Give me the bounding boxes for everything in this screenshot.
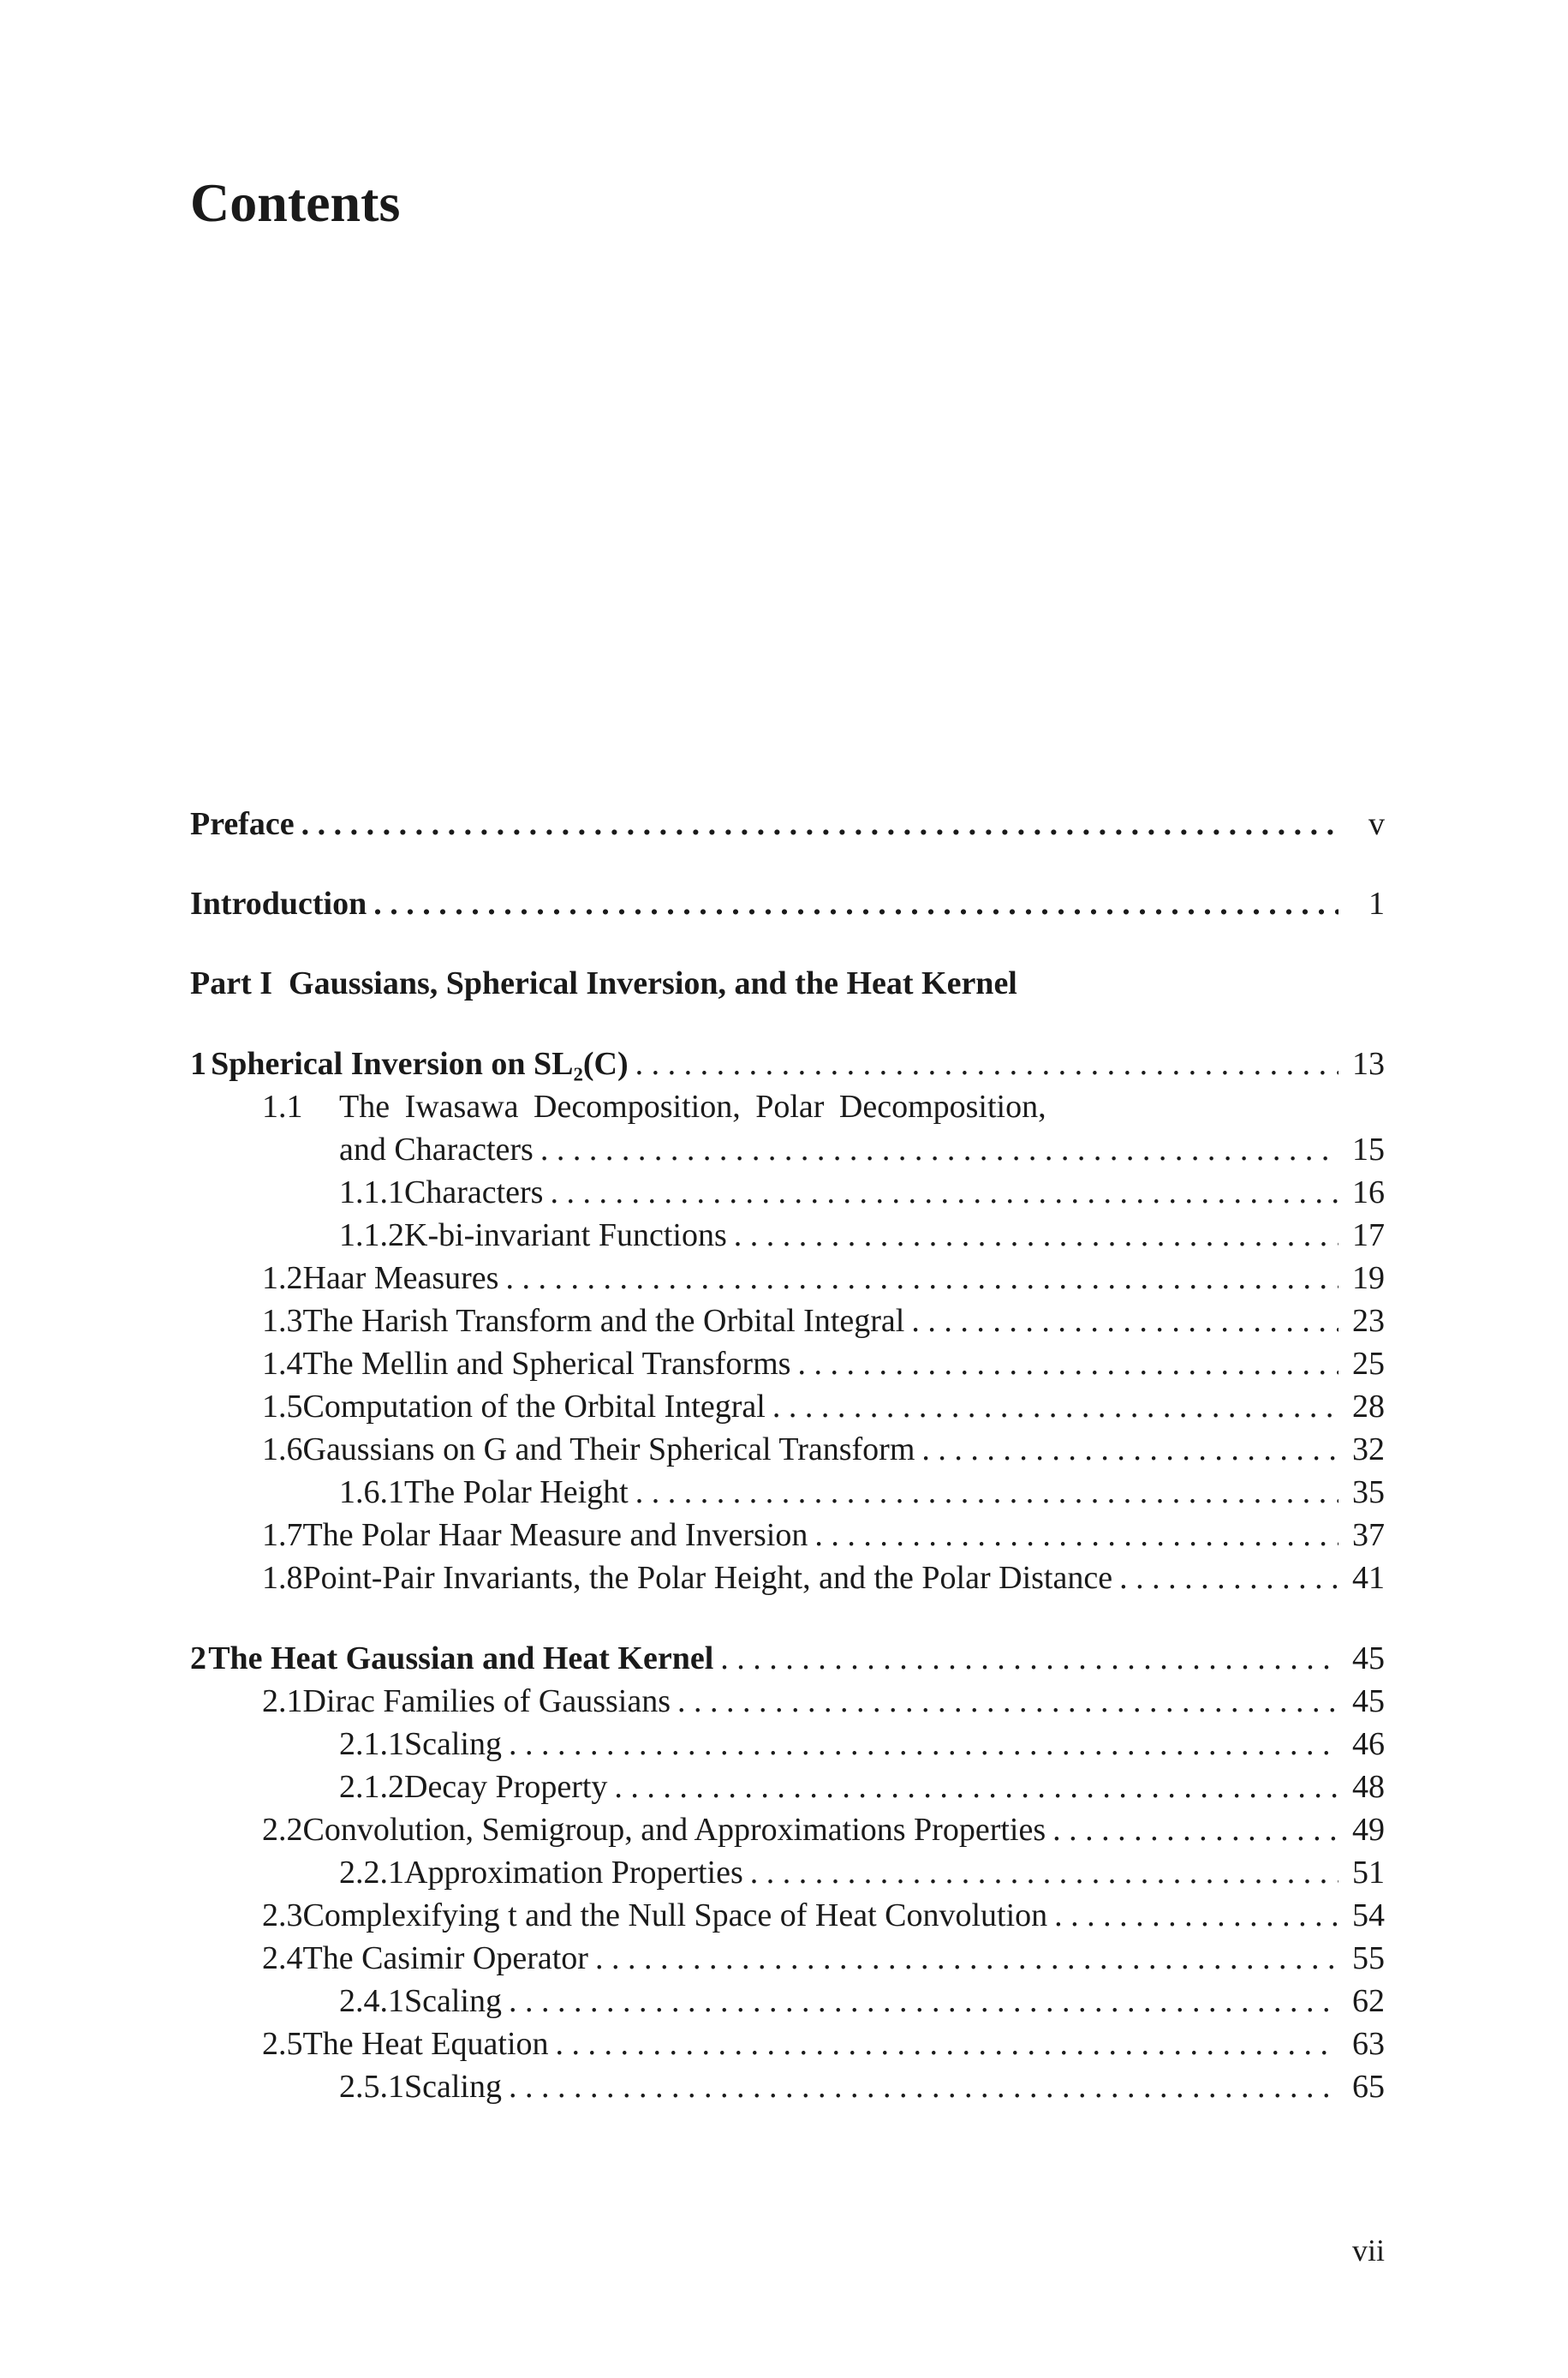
toc-label: The Casimir Operator	[302, 1940, 588, 1976]
toc-label: Gaussians on G and Their Spherical Transform	[302, 1431, 915, 1467]
leader-dots	[797, 1345, 1338, 1383]
toc-label: Haar Measures	[302, 1260, 499, 1296]
toc-label: Point-Pair Invariants, the Polar Height, and the Polar Distance	[302, 1560, 1113, 1596]
toc-label: The Heat Equation	[302, 2026, 549, 2062]
toc-page: 25	[1352, 1346, 1385, 1382]
leader-dots	[550, 1174, 1338, 1211]
toc-section-2-4[interactable]	[190, 1939, 1385, 1982]
toc-number: 2.1.1	[339, 1726, 404, 1762]
leader-dots	[814, 1516, 1338, 1554]
toc-label: Characters	[404, 1174, 544, 1210]
toc-label: The Polar Haar Measure and Inversion	[302, 1517, 808, 1553]
leader-dots	[505, 1259, 1338, 1297]
toc-page: 1	[1368, 886, 1385, 922]
toc-page: 16	[1352, 1174, 1385, 1210]
leader-dots	[614, 1768, 1338, 1806]
toc-number: 2.4	[262, 1940, 303, 1976]
toc-entry-preface[interactable]	[190, 805, 1385, 848]
toc-section-1-8[interactable]	[190, 1559, 1385, 1602]
toc-number: 1.6.1	[339, 1474, 404, 1510]
leader-dots	[373, 885, 1338, 923]
toc-label: The Iwasawa Decomposition, Polar Decomposition,	[339, 1089, 1046, 1125]
toc-label: Dirac Families of Gaussians	[302, 1683, 671, 1719]
leader-dots	[677, 1682, 1338, 1720]
toc-subsection-2-1-2[interactable]	[190, 1768, 1385, 1811]
toc-label: and Characters	[339, 1132, 534, 1168]
toc-page: 45	[1352, 1640, 1385, 1676]
toc-number: 2.2.1	[339, 1855, 404, 1891]
leader-dots	[556, 2025, 1338, 2063]
toc-label: Approximation Properties	[404, 1855, 743, 1891]
toc-page: 65	[1352, 2069, 1385, 2105]
toc-number: 1.8	[262, 1560, 303, 1596]
toc-section-1-3[interactable]	[190, 1302, 1385, 1345]
toc-entry-introduction[interactable]	[190, 885, 1385, 928]
toc-page: 54	[1352, 1897, 1385, 1933]
toc-page: 48	[1352, 1769, 1385, 1805]
toc-page: 32	[1352, 1431, 1385, 1467]
toc-label: Convolution, Semigroup, and Approximations Properties	[302, 1812, 1046, 1848]
toc-page: 55	[1352, 1940, 1385, 1976]
toc-page: v	[1368, 806, 1385, 842]
toc-page: 63	[1352, 2026, 1385, 2062]
toc-section-1-1[interactable]	[190, 1088, 1385, 1131]
toc-page: 41	[1352, 1560, 1385, 1596]
toc-number: 1.1	[262, 1089, 303, 1125]
toc-subsection-1-1-2[interactable]	[190, 1216, 1385, 1259]
leader-dots	[595, 1939, 1338, 1977]
page-title: Contents	[190, 172, 401, 233]
toc-number: 1.6	[262, 1431, 303, 1467]
toc-section-1-2[interactable]	[190, 1259, 1385, 1302]
toc-number: 1.5	[262, 1389, 303, 1425]
leader-dots	[635, 1045, 1338, 1083]
leader-dots	[750, 1854, 1338, 1891]
toc-number: 2.4.1	[339, 1983, 404, 2019]
toc-label: The Harish Transform and the Orbital Integral	[302, 1303, 905, 1339]
leader-dots	[1119, 1559, 1338, 1597]
leader-dots	[509, 2068, 1338, 2106]
toc-label: Decay Property	[404, 1769, 608, 1805]
page-number: vii	[1351, 2233, 1385, 2267]
toc-section-2-1[interactable]	[190, 1682, 1385, 1725]
toc-label: Computation of the Orbital Integral	[302, 1389, 766, 1425]
toc-chapter-2[interactable]	[190, 1640, 1385, 1682]
toc-subsection-2-5-1[interactable]	[190, 2068, 1385, 2111]
toc-page: 28	[1352, 1389, 1385, 1425]
toc-subsection-1-1-1[interactable]	[190, 1174, 1385, 1216]
leader-dots	[1052, 1811, 1338, 1849]
toc-subsection-2-4-1[interactable]	[190, 1982, 1385, 2025]
leader-dots	[734, 1216, 1338, 1254]
toc-number: 2	[190, 1640, 206, 1676]
toc-label: Scaling	[404, 2069, 502, 2105]
leader-dots	[911, 1302, 1338, 1340]
toc-number: 1.1.2	[339, 1217, 404, 1253]
toc-number: 2.3	[262, 1897, 303, 1933]
leader-dots	[1054, 1897, 1338, 1934]
toc-label: Scaling	[404, 1983, 502, 2019]
toc-section-1-6[interactable]	[190, 1431, 1385, 1473]
toc-label: Spherical Inversion on SL₂(C)	[211, 1046, 629, 1082]
toc-number: 1	[190, 1046, 206, 1082]
toc-label: The Polar Height	[404, 1474, 629, 1510]
toc-section-2-2[interactable]	[190, 1811, 1385, 1854]
toc-section-1-5[interactable]	[190, 1388, 1385, 1431]
toc-section-1-7[interactable]	[190, 1516, 1385, 1559]
toc-subsection-2-2-1[interactable]	[190, 1854, 1385, 1897]
toc-number: 2.5.1	[339, 2069, 404, 2105]
toc-page: 45	[1352, 1683, 1385, 1719]
toc-section-2-3[interactable]	[190, 1897, 1385, 1939]
toc-page: 46	[1352, 1726, 1385, 1762]
toc-number: 1.2	[262, 1260, 303, 1296]
toc-label: Introduction	[190, 886, 367, 922]
toc-chapter-1[interactable]	[190, 1045, 1385, 1088]
toc-label: The Mellin and Spherical Transforms	[302, 1346, 791, 1382]
toc-page: 37	[1352, 1517, 1385, 1553]
toc-number: 2.2	[262, 1812, 303, 1848]
toc-number: 2.1.2	[339, 1769, 404, 1805]
toc-number: 1.4	[262, 1346, 303, 1382]
toc-page: 13	[1352, 1046, 1385, 1082]
leader-dots	[301, 805, 1338, 843]
toc-label: Part I Gaussians, Spherical Inversion, and the Heat Kernel	[190, 965, 1017, 1001]
leader-dots	[635, 1473, 1338, 1511]
toc-page: 19	[1352, 1260, 1385, 1296]
toc-page: 17	[1352, 1217, 1385, 1253]
toc-subsection-2-1-1[interactable]	[190, 1725, 1385, 1768]
leader-dots	[509, 1982, 1338, 2020]
toc-part-heading[interactable]	[190, 965, 1385, 1007]
toc-section-1-1-cont[interactable]	[190, 1131, 1385, 1174]
toc-number: 2.1	[262, 1683, 303, 1719]
leader-dots	[921, 1431, 1338, 1468]
toc-number: 2.5	[262, 2026, 303, 2062]
leader-dots	[772, 1388, 1338, 1425]
toc-subsection-1-6-1[interactable]	[190, 1473, 1385, 1516]
toc-label: Complexifying t and the Null Space of Heat Convolution	[302, 1897, 1048, 1933]
toc-label: K-bi-invariant Functions	[404, 1217, 727, 1253]
toc-number: 1.1.1	[339, 1174, 404, 1210]
toc-label: The Heat Gaussian and Heat Kernel	[208, 1640, 714, 1676]
toc-section-1-4[interactable]	[190, 1345, 1385, 1388]
leader-dots	[509, 1725, 1338, 1763]
toc-page: 15	[1352, 1132, 1385, 1168]
toc-number: 1.3	[262, 1303, 303, 1339]
toc-section-2-5[interactable]	[190, 2025, 1385, 2068]
toc-page: 51	[1352, 1855, 1385, 1891]
toc-page: 23	[1352, 1303, 1385, 1339]
toc-page: 49	[1352, 1812, 1385, 1848]
leader-dots	[720, 1640, 1338, 1677]
toc-page: 35	[1352, 1474, 1385, 1510]
leader-dots	[540, 1131, 1338, 1168]
toc-label: Scaling	[404, 1726, 502, 1762]
toc-number: 1.7	[262, 1517, 303, 1553]
toc-label: Preface	[190, 806, 295, 842]
toc-page: 62	[1352, 1983, 1385, 2019]
